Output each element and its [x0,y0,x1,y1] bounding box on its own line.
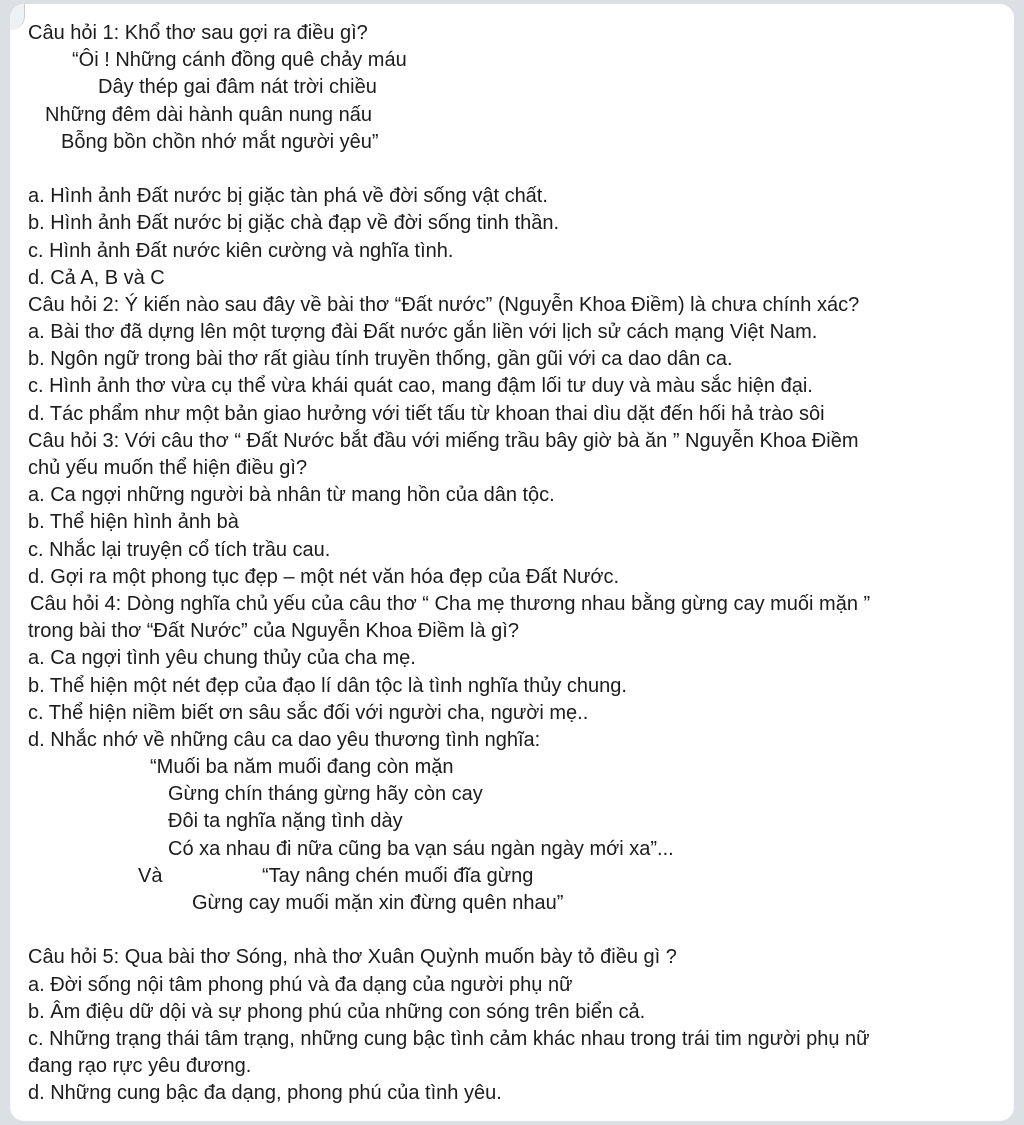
q5-option-d: d. Những cung bậc đa dạng, phong phú của tình yêu. [28,1082,502,1105]
panel-edge-handle[interactable] [10,4,25,30]
q2-option-b: b. Ngôn ngữ trong bài thơ rất giàu tính truyền thống, gần gũi với ca dao dân ca. [28,348,733,371]
question-2-title: Câu hỏi 2: Ý kiến nào sau đây về bài thơ “Đất nước” (Nguyễn Khoa Điềm) là chưa chính xác? [28,293,860,316]
question-4-title-line-2: trong bài thơ “Đất Nước” của Nguyễn Khoa Điềm là gì? [28,620,519,643]
q2-option-a: a. Bài thơ đã dựng lên một tượng đài Đất nước gắn liền với lịch sử cách mạng Việt Nam. [28,321,818,344]
question-3-title-line-2: chủ yếu muốn thể hiện điều gì? [28,457,308,479]
q3-option-d: d. Gợi ra một phong tục đẹp – một nét văn hóa đẹp của Đất Nước. [28,565,620,588]
quiz-text [28,20,1008,1108]
q1-poem-line-3: Những đêm dài hành quân nung nấu [45,103,372,126]
question-5-title: Câu hỏi 5: Qua bài thơ Sóng, nhà thơ Xuân Quỳnh muốn bày tỏ điều gì ? [28,946,677,969]
q5-option-a: a. Đời sống nội tâm phong phú và đa dạng của người phụ nữ [28,973,573,996]
q4-option-a: a. Ca ngợi tình yêu chung thủy của cha mẹ. [28,647,416,670]
q4-poem-line-3: Đôi ta nghĩa nặng tình dày [168,810,403,833]
q4-option-c: c. Thể hiện niềm biết ơn sâu sắc đối với người cha, người mẹ.. [28,701,589,724]
q5-option-c-line-2: đang rạo rực yêu đương. [28,1055,252,1078]
and-word: Và [138,864,163,887]
q4-poem-line-2: Gừng chín tháng gừng hãy còn cay [168,783,483,806]
q5-option-b: b. Âm điệu dữ dội và sự phong phú của những con sóng trên biển cả. [28,1000,646,1023]
document-card [10,4,1014,1121]
q1-poem-line-4: Bỗng bồn chồn nhớ mắt người yêu” [61,130,379,153]
q3-option-b: b. Thể hiện hình ảnh bà [28,511,239,534]
q1-option-b: b. Hình ảnh Đất nước bị giặc chà đạp về đời sống tinh thần. [28,212,560,235]
q2-option-d: d. Tác phẩm như một bản giao hưởng với tiết tấu từ khoan thai dìu dặt đến hối hả trào sôi [28,402,825,425]
q1-poem-line-1: “Ôi ! Những cánh đồng quê chảy máu [72,49,407,72]
question-4-title-line-1: Câu hỏi 4: Dòng nghĩa chủ yếu của câu thơ “ Cha mẹ thương nhau bằng gừng cay muối mặn ” [30,592,871,615]
q5-option-c-line-1: c. Những trạng thái tâm trạng, những cung bậc tình cảm khác nhau trong trái tim người phụ nữ [28,1027,870,1050]
q4-poem2-line-2: Gừng cay muối mặn xin đừng quên nhau” [192,892,564,914]
q3-option-c: c. Nhắc lại truyện cổ tích trầu cau. [28,538,331,561]
q1-poem-line-2: Dây thép gai đâm nát trời chiều [98,76,377,99]
q1-option-c: c. Hình ảnh Đất nước kiên cường và nghĩa tình. [28,239,454,262]
q4-poem-line-4: Có xa nhau đi nữa cũng ba vạn sáu ngàn ngày mới xa”... [168,837,674,860]
q1-option-a: a. Hình ảnh Đất nước bị giặc tàn phá về đời sống vật chất. [28,185,548,208]
question-3-title-line-1: Câu hỏi 3: Với câu thơ “ Đất Nước bắt đầu với miếng trầu bây giờ bà ăn ” Nguyễn Khoa Điềm [28,429,859,452]
blank-line [28,156,1008,183]
q4-option-b: b. Thể hiện một nét đẹp của đạo lí dân tộc là tình nghĩa thủy chung. [28,674,627,697]
q1-option-d: d. Cả A, B và C [28,266,165,289]
q3-option-a: a. Ca ngợi những người bà nhân từ mang hồn của dân tộc. [28,484,555,507]
q2-option-c: c. Hình ảnh thơ vừa cụ thể vừa khái quát cao, mang đậm lối tư duy và màu sắc hiện đại. [28,375,813,398]
blank-line [28,917,1008,944]
question-1-title: Câu hỏi 1: Khổ thơ sau gợi ra điều gì? [28,22,368,44]
q4-poem2-line-1 [28,863,1008,890]
q4-option-d: d. Nhắc nhớ về những câu ca dao yêu thương tình nghĩa: [28,728,541,751]
q4-poem-line-1: “Muối ba năm muối đang còn mặn [150,756,454,779]
q4-poem2-text-1: “Tay nâng chén muối đĩa gừng [262,864,534,887]
